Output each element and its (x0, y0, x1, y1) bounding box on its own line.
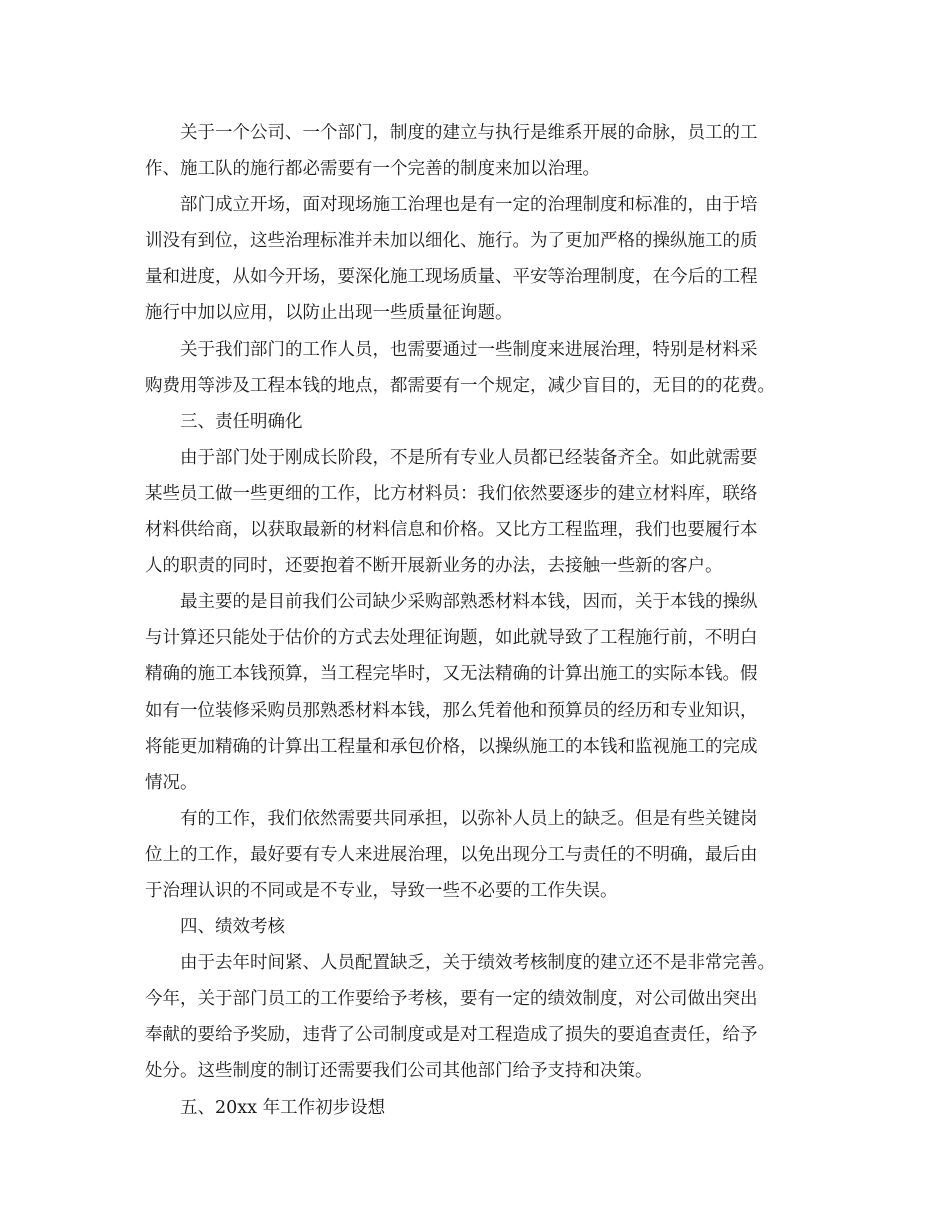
text-line: 最主要的是目前我们公司缺少采购部熟悉材料本钱，因而，关于本钱的操纵 (180, 592, 758, 613)
section-heading (145, 1090, 815, 1126)
text-line: 施行中加以应用，以防止出现一些质量征询题。 (145, 303, 513, 324)
text-line: 材料供给商，以获取最新的材料信息和价格。又比方工程监理，我们也要履行本 (145, 520, 758, 541)
text-line: 处分。这些制度的制订还需要我们公司其他部门给予支持和决策。 (145, 1061, 653, 1082)
heading-text: 五、20xx 年工作初步设想 (180, 1097, 386, 1118)
text-line: 奉献的要给予奖励，违背了公司制度或是对工程造成了损失的要追查责任，给予 (145, 1025, 758, 1046)
heading-text: 三、责任明确化 (180, 411, 303, 432)
paragraph (145, 801, 815, 909)
heading-text: 四、绩效考核 (180, 917, 285, 938)
text-line: 精确的施工本钱预算，当工程完毕时，又无法精确的计算出施工的实际本钱。假 (145, 664, 758, 685)
text-line: 于治理认识的不同或是不专业，导致一些不必要的工作失误。 (145, 880, 618, 901)
text-line: 今年，关于部门员工的工作要给予考核，要有一定的绩效制度，对公司做出突出 (145, 989, 758, 1010)
text-line: 与计算还只能处于估价的方式去处理征询题，如此就导致了工程施行前，不明白 (145, 628, 758, 649)
text-line: 关于一个公司、一个部门，制度的建立与执行是维系开展的命脉，员工的工 (180, 123, 758, 143)
text-line: 部门成立开场，面对现场施工治理也是有一定的治理制度和标准的，由于培 (180, 195, 758, 216)
section-heading (145, 909, 815, 945)
text-line: 如有一位装修采购员那熟悉材料本钱，那么凭着他和预算员的经历和专业知识， (145, 700, 758, 721)
paragraph (145, 332, 815, 404)
text-line: 由于部门处于刚成长阶段，不是所有专业人员都已经装备齐全。如此就需要 (180, 447, 758, 468)
text-line: 有的工作，我们依然需要共同承担，以弥补人员上的缺乏。但是有些关键岗 (180, 808, 758, 829)
document-body (145, 115, 815, 1126)
text-line: 关于我们部门的工作人员，也需要通过一些制度来进展治理，特别是材料采 (180, 339, 758, 360)
text-line: 量和进度，从如今开场，要深化施工现场质量、平安等治理制度，在今后的工程 (145, 267, 758, 288)
text-line: 情况。 (145, 772, 198, 793)
text-line: 将能更加精确的计算出工程量和承包价格，以操纵施工的本钱和监视施工的完成 (145, 736, 758, 757)
text-line: 位上的工作，最好要有专人来进展治理，以免出现分工与责任的不明确，最后由 (145, 844, 758, 865)
paragraph (145, 584, 815, 801)
section-heading (145, 404, 815, 440)
text-line: 某些员工做一些更细的工作，比方材料员：我们依然要逐步的建立材料库，联络 (145, 483, 758, 504)
text-line: 由于去年时间紧、人员配置缺乏，关于绩效考核制度的建立还不是非常完善。 (180, 953, 775, 974)
paragraph (145, 440, 815, 584)
paragraph (145, 187, 815, 331)
paragraph (145, 115, 815, 187)
text-line: 人的职责的同时，还要抱着不断开展新业务的办法，去接触一些新的客户。 (145, 556, 723, 577)
text-line: 作、施工队的施行都必需要有一个完善的制度来加以治理。 (145, 159, 600, 180)
text-line: 购费用等涉及工程本钱的地点，都需要有一个规定，减少盲目的，无目的的花费。 (145, 375, 775, 396)
paragraph (145, 945, 815, 1089)
text-line: 训没有到位，这些治理标准并未加以细化、施行。为了更加严格的操纵施工的质 (145, 231, 758, 252)
